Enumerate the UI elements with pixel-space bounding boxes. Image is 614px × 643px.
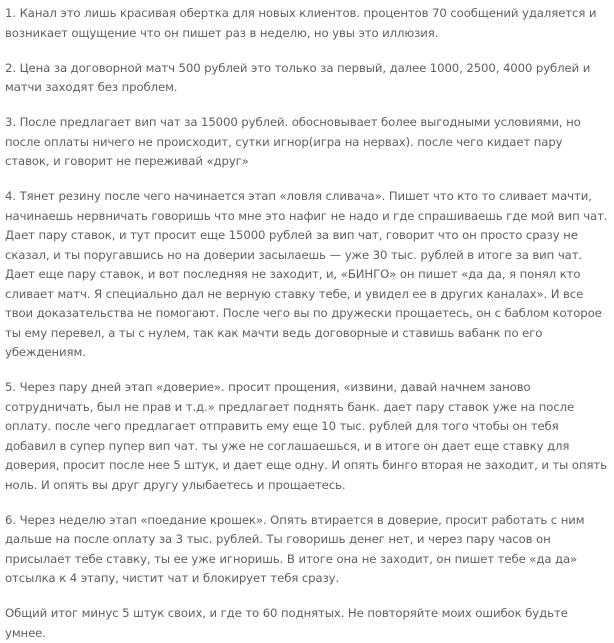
paragraph-1: 1. Канал это лишь красивая обертка для новых клиентов. процентов 70 сообщений удаляется и возникает ощущение что он пишет раз в неделю, но увы это иллюзия. [5, 6, 597, 40]
paragraph-4: 4. Тянет резину после чего начинается этап «ловля сливача». Пишет что кто то сливает мачти, начинаешь нервничать говоришь что мне это нафиг не надо и где спрашиваешь где мой вип чат. Дает пару ставок, и тут просит еще 15000 рублей за вип чат, говорит что он просто сразу не сказал, и ты поругавшись но на доверии засылаешь — уже 30 тыс. рублей в итоге за вип чат. Дает еще пару ставок, и вот последняя не заходит, и, «БИНГО» он пишет «да да, я понял кто сливает матч. Я специально дал не верную ставку тебе, и увидел ее в других каналах». И все твои доказательства не помогают. После чего вы по дружески прощаетесь, он с баблом которое ты ему перевел, а ты с нулем, так как мачти ведь договорные и ставишь вабанк по его убеждениям. [5, 189, 608, 359]
paragraph-2: 2. Цена за договорной матч 500 рублей это только за первый, далее 1000, 2500, 4000 рублей и матчи заходят без проблем. [5, 60, 591, 94]
paragraph-5: 5. Через пару дней этап «доверие». просит прощения, «извини, давай начнем заново сотрудничать, был не прав и т.д.» предлагает поднять банк. дает пару ставок уже на после оплату. после чего предлагает отправить ему еще 10 тыс. рублей для того чтобы он тебя добавил в супер пупер вип чат. ты уже не соглашаешься, и в итоге он дает еще ставку для доверия, просит после нее 5 штук, и дает еще одну. И опять бинго вторая не заходит, и ты опять ноль. И опять вы друг другу улыбаетесь и прощаетесь. [5, 380, 607, 492]
paragraph-3: 3. После предлагает вип чат за 15000 рублей. обосновывает более выгодными условиями, но после оплаты ничего не происходит, сутки игнор(игра на нервах). после чего кидает пару ставок, и говорит не переживай «друг» [5, 115, 581, 168]
paragraph-6: 6. Через неделю этап «поедание крошек». Опять втирается в доверие, просит работать с ним дальше на после оплату за 3 тыс. рублей. Ты говоришь денег нет, и через пару часов он присылает тебе ставку, ты ее уже игноришь. В итоге она не заходит, он пишет тебе «да да» отсылка к 4 этапу, чистит чат и блокирует тебя сразу. [5, 512, 585, 585]
paragraph-summary: Общий итог минус 5 штук своих, и где то 60 поднятых. Не повторяйте моих ошибок будьте умнее. [5, 606, 568, 640]
